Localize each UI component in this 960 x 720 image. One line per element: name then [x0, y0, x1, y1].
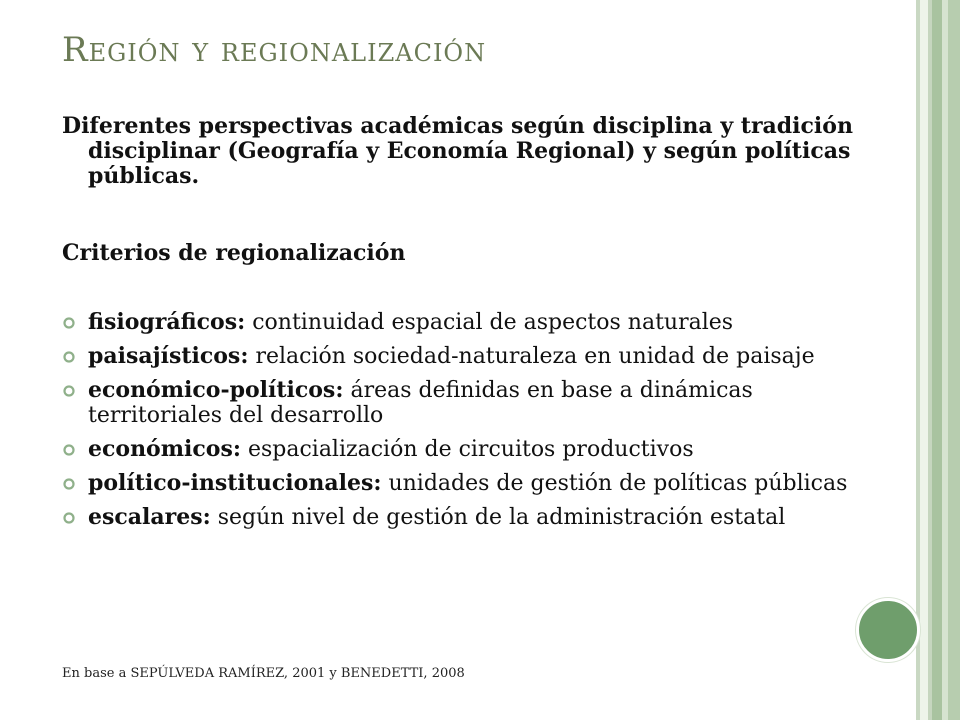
item-description: unidades de gestión de políticas públicas: [388, 471, 848, 496]
list-item: [62, 471, 882, 496]
item-term: político-institucionales:: [88, 470, 382, 496]
item-term: escalares:: [88, 504, 211, 530]
bullet-icon: [62, 350, 76, 364]
bullet-icon: [62, 316, 76, 330]
decorative-stripe: [920, 0, 928, 720]
item-term: económicos:: [88, 436, 241, 462]
list-item: [62, 344, 882, 369]
source-note: En base a SEPÚLVEDA RAMÍREZ, 2001 y BENEDETTI, 2008: [62, 666, 465, 681]
list-item: [62, 378, 882, 428]
item-description: espacialización de circuitos productivos: [247, 437, 694, 462]
slide-title: Región y regionalización: [62, 30, 487, 70]
item-term: económico-políticos:: [88, 377, 344, 403]
decorative-stripe: [948, 0, 960, 720]
bullet-icon: [62, 443, 76, 457]
item-term: fisiográficos:: [88, 309, 246, 335]
criteria-heading: Criterios de regionalización: [62, 240, 406, 266]
intro-paragraph: Diferentes perspectivas académicas según disciplina y tradición disciplinar (Geografía y Economía Regional) y según políticas públicas.: [62, 113, 853, 189]
item-description: relación sociedad-naturaleza en unidad de paisaje: [255, 344, 815, 369]
list-item: [62, 437, 882, 462]
item-description: continuidad espacial de aspectos naturales: [245, 310, 734, 335]
item-description: áreas definidas en base a dinámicas territoriales del desarrollo: [88, 378, 753, 428]
list-item: [62, 310, 882, 335]
list-item: [62, 505, 882, 530]
bullet-icon: [62, 477, 76, 491]
item-description: según nivel de gestión de la administración estatal: [217, 505, 786, 530]
bullet-icon: [62, 384, 76, 398]
item-term: paisajísticos:: [88, 343, 249, 369]
decorative-stripe: [932, 0, 942, 720]
decorative-circle: [856, 598, 920, 662]
criteria-list: [62, 310, 882, 539]
bullet-icon: [62, 511, 76, 525]
